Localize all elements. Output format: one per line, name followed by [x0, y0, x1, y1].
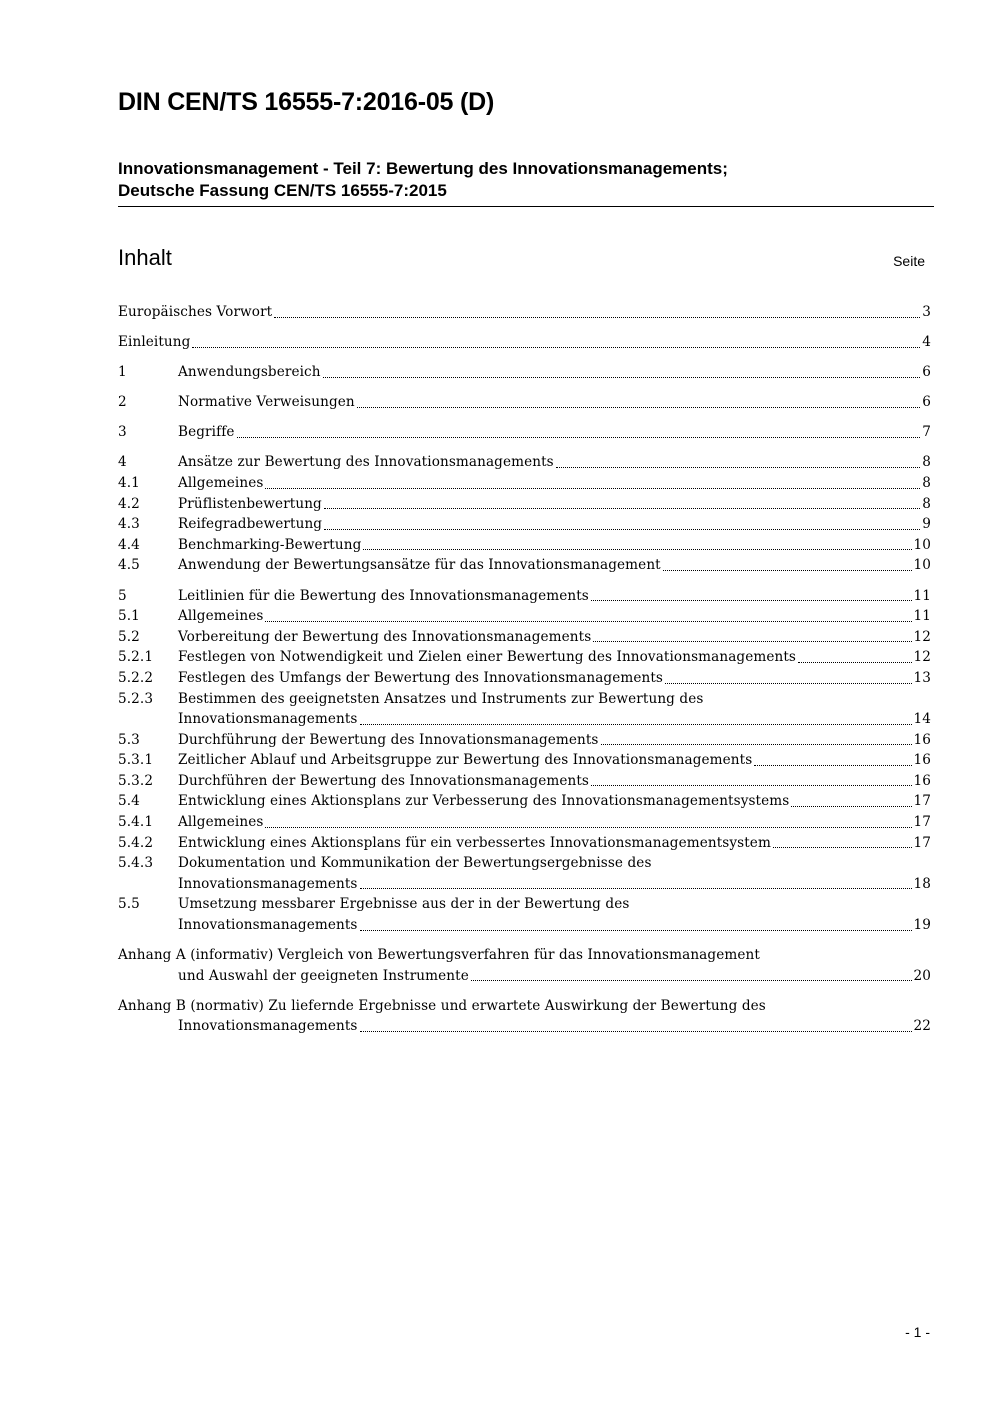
toc-entry[interactable]: [118, 473, 931, 494]
toc-entry-title: Dokumentation und Kommunikation der Bewertungsergebnisse des: [178, 855, 652, 872]
toc-entry-page: 12: [913, 628, 931, 645]
toc-entry[interactable]: [118, 945, 931, 966]
toc-entry-page: 17: [913, 834, 931, 851]
page-number: - 1 -: [905, 1324, 930, 1340]
toc-entry[interactable]: [118, 627, 931, 648]
toc-entry-line: [118, 945, 931, 966]
toc-entry[interactable]: [118, 494, 931, 515]
toc-entry-title: Vorbereitung der Bewertung des Innovationsmanagements: [178, 628, 592, 645]
toc-entry-number: 4.2: [118, 495, 140, 512]
toc-entry-page: 3: [922, 304, 931, 320]
toc-entry[interactable]: [118, 812, 931, 833]
toc-entry-number: 5.2.2: [118, 669, 154, 686]
table-of-contents: [118, 302, 931, 1037]
toc-entry-line: [178, 689, 931, 710]
toc-entry-page: 8: [922, 475, 931, 492]
toc-entry-number: 5: [118, 587, 127, 604]
toc-entry-line: [178, 647, 931, 668]
toc-entry[interactable]: [118, 833, 931, 854]
subtitle-line-2: Deutsche Fassung CEN/TS 16555-7:2015: [118, 181, 447, 200]
subtitle-line-1: Innovationsmanagement - Teil 7: Bewertung des Innovationsmanagements;: [118, 159, 728, 178]
toc-entry-page: 6: [922, 394, 931, 411]
toc-entry-title-continued: Innovationsmanagements: [178, 711, 358, 728]
toc-entry-title: Ansätze zur Bewertung des Innovationsmanagements: [178, 454, 554, 471]
toc-entry-title: Festlegen des Umfangs der Bewertung des Innovationsmanagements: [178, 669, 663, 686]
toc-leader-dots: [324, 528, 920, 530]
toc-leader-dots: [556, 466, 921, 468]
toc-entry-line: [178, 915, 931, 936]
toc-entry[interactable]: [118, 332, 931, 353]
toc-entry-page: 11: [913, 608, 931, 625]
toc-entry-page: 17: [913, 814, 931, 831]
toc-entry-number: 3: [118, 424, 127, 441]
toc-entry-line: [178, 627, 931, 648]
toc-entry-title: Durchführung der Bewertung des Innovationsmanagements: [178, 731, 599, 748]
toc-entry-line: [118, 996, 931, 1017]
toc-entry[interactable]: [118, 894, 931, 915]
toc-leader-dots: [265, 620, 911, 622]
toc-entry-number: 2: [118, 394, 127, 411]
toc-entry-line: [178, 362, 931, 383]
toc-entry-page: 8: [922, 454, 931, 471]
toc-entry-page: 9: [922, 516, 931, 533]
toc-entry-page: 19: [913, 917, 931, 934]
toc-leader-dots: [265, 826, 911, 828]
toc-entry-title: Prüflistenbewertung: [178, 495, 322, 512]
toc-entry[interactable]: [118, 555, 931, 576]
toc-leader-dots: [754, 764, 911, 766]
toc-entry-line: [178, 966, 931, 987]
toc-entry-number: 5.2.1: [118, 649, 154, 666]
toc-entry-line: [178, 750, 931, 771]
toc-entry-page: 10: [913, 557, 931, 574]
toc-entry-title-continued: Innovationsmanagements: [178, 875, 358, 892]
toc-entry-page: 20: [913, 967, 931, 984]
toc-entry-title-continued: Innovationsmanagements: [178, 1018, 358, 1035]
toc-leader-dots: [360, 929, 912, 931]
toc-entry-number: 4.5: [118, 557, 140, 574]
toc-entry-title: Bestimmen des geeignetsten Ansatzes und Instruments zur Bewertung des: [178, 690, 704, 707]
toc-entry-line: [178, 514, 931, 535]
toc-entry-title: Allgemeines: [178, 608, 264, 625]
toc-entry-line: [178, 606, 931, 627]
toc-entry-page: 16: [913, 731, 931, 748]
toc-entry-line: [178, 586, 931, 607]
toc-leader-dots: [323, 376, 921, 378]
toc-entry-line: [178, 473, 931, 494]
toc-entry-line: [178, 555, 931, 576]
toc-entry[interactable]: [118, 668, 931, 689]
toc-entry-number: 4.3: [118, 516, 140, 533]
toc-entry-line: [178, 833, 931, 854]
toc-leader-dots: [363, 548, 911, 550]
toc-leader-dots: [593, 640, 911, 642]
toc-leader-dots: [237, 436, 921, 438]
toc-entry-title: Allgemeines: [178, 475, 264, 492]
toc-entry-title: Normative Verweisungen: [178, 394, 355, 411]
toc-entry-title: Festlegen von Notwendigkeit und Zielen einer Bewertung des Innovationsmanagements: [178, 649, 796, 666]
toc-entry[interactable]: [118, 730, 931, 751]
toc-entry[interactable]: [118, 606, 931, 627]
toc-entry-title: Anhang B (normativ) Zu liefernde Ergebnisse und erwartete Auswirkung der Bewertung des: [118, 997, 766, 1014]
toc-entry-number: 5.4.1: [118, 814, 154, 831]
toc-entry-continuation[interactable]: [118, 1016, 931, 1037]
toc-entry-page: 13: [913, 669, 931, 686]
toc-entry[interactable]: [118, 535, 931, 556]
toc-entry[interactable]: [118, 771, 931, 792]
toc-entry-line: [178, 494, 931, 515]
toc-entry-line: [178, 1016, 931, 1037]
toc-entry-number: 5.3: [118, 731, 140, 748]
toc-entry-page: 10: [913, 536, 931, 553]
toc-entry-number: 5.5: [118, 896, 140, 913]
toc-entry[interactable]: [118, 422, 931, 443]
toc-entry-number: 1: [118, 364, 127, 381]
toc-entry-line: [178, 874, 931, 895]
toc-entry-line: [118, 302, 931, 323]
toc-entry-title: Allgemeines: [178, 814, 264, 831]
toc-entry-line: [178, 853, 931, 874]
toc-entry-title: Europäisches Vorwort: [118, 304, 273, 320]
toc-entry[interactable]: [118, 586, 931, 607]
toc-leader-dots: [798, 661, 912, 663]
toc-page-label: Seite: [893, 253, 925, 269]
toc-entry[interactable]: [118, 452, 931, 473]
toc-entry-title: Umsetzung messbarer Ergebnisse aus der in der Bewertung des: [178, 896, 630, 913]
toc-entry-line: [178, 535, 931, 556]
toc-entry-page: 17: [913, 793, 931, 810]
toc-leader-dots: [663, 569, 912, 571]
toc-entry-continuation[interactable]: [118, 874, 931, 895]
toc-leader-dots: [274, 316, 920, 318]
toc-leader-dots: [360, 723, 912, 725]
toc-entry-title: Zeitlicher Ablauf und Arbeitsgruppe zur Bewertung des Innovationsmanagements: [178, 752, 753, 769]
toc-entry-title: Anwendung der Bewertungsansätze für das Innovationsmanagement: [178, 557, 661, 574]
toc-entry-number: 5.3.1: [118, 752, 154, 769]
toc-entry-line: [178, 730, 931, 751]
toc-leader-dots: [324, 507, 920, 509]
toc-entry-title: Entwicklung eines Aktionsplans für ein verbessertes Innovationsmanagementsystem: [178, 834, 771, 851]
toc-entry-page: 16: [913, 752, 931, 769]
toc-entry-title: Anwendungsbereich: [178, 364, 321, 381]
toc-entry-page: 12: [913, 649, 931, 666]
toc-leader-dots: [591, 784, 911, 786]
toc-entry[interactable]: [118, 514, 931, 535]
toc-leader-dots: [601, 743, 912, 745]
toc-entry-continuation[interactable]: [118, 966, 931, 987]
toc-entry-title: Entwicklung eines Aktionsplans zur Verbesserung des Innovationsmanagementsystems: [178, 793, 790, 810]
toc-entry[interactable]: [118, 996, 931, 1017]
toc-entry-number: 5.2.3: [118, 690, 154, 707]
toc-leader-dots: [471, 979, 912, 981]
toc-entry-line: [178, 392, 931, 413]
toc-entry-page: 6: [922, 364, 931, 381]
toc-leader-dots: [591, 599, 912, 601]
toc-entry-number: 5.2: [118, 628, 140, 645]
toc-entry-number: 5.4.3: [118, 855, 154, 872]
toc-entry[interactable]: [118, 362, 931, 383]
toc-entry-line: [178, 668, 931, 689]
toc-entry-title: Durchführen der Bewertung des Innovationsmanagements: [178, 772, 590, 789]
toc-entry-page: 11: [913, 587, 931, 604]
toc-entry-line: [178, 422, 931, 443]
toc-entry-page: 18: [913, 875, 931, 892]
toc-entry-page: 4: [922, 334, 931, 351]
toc-entry-number: 4.1: [118, 475, 140, 492]
toc-entry-title-continued: Innovationsmanagements: [178, 917, 358, 934]
toc-leader-dots: [665, 682, 912, 684]
toc-leader-dots: [773, 846, 912, 848]
toc-entry-number: 5.4.2: [118, 834, 154, 851]
document-subtitle: [118, 158, 934, 207]
toc-leader-dots: [265, 487, 920, 489]
toc-entry-number: 4.4: [118, 536, 140, 553]
toc-entry-title: Reifegradbewertung: [178, 516, 323, 533]
toc-entry-line: [178, 894, 931, 915]
toc-entry[interactable]: [118, 647, 931, 668]
toc-entry-continuation[interactable]: [118, 915, 931, 936]
toc-entry-line: [118, 332, 931, 353]
toc-entry-number: 5.3.2: [118, 772, 154, 789]
toc-entry-line: [178, 812, 931, 833]
toc-leader-dots: [360, 887, 912, 889]
toc-heading: Inhalt: [118, 245, 172, 270]
toc-entry-number: 5.4: [118, 793, 140, 810]
toc-entry[interactable]: [118, 853, 931, 874]
toc-entry[interactable]: [118, 302, 931, 323]
toc-entry-page: 14: [913, 711, 931, 728]
toc-entry[interactable]: [118, 791, 931, 812]
toc-entry-page: 7: [922, 424, 931, 441]
toc-entry-page: 16: [913, 772, 931, 789]
toc-leader-dots: [192, 346, 920, 348]
toc-entry[interactable]: [118, 689, 931, 710]
toc-entry-page: 22: [913, 1018, 931, 1035]
toc-entry[interactable]: [118, 392, 931, 413]
toc-entry-line: [178, 771, 931, 792]
toc-entry-continuation[interactable]: [118, 709, 931, 730]
toc-leader-dots: [357, 406, 920, 408]
toc-entry-page: 8: [922, 495, 931, 512]
toc-leader-dots: [360, 1030, 912, 1032]
toc-entry-line: [178, 791, 931, 812]
toc-entry-title: Begriffe: [178, 424, 235, 441]
toc-leader-dots: [791, 805, 911, 807]
toc-entry-title-continued: und Auswahl der geeigneten Instrumente: [178, 967, 469, 984]
toc-entry-line: [178, 709, 931, 730]
toc-entry-title: Benchmarking-Bewertung: [178, 536, 362, 553]
toc-entry-title: Leitlinien für die Bewertung des Innovationsmanagements: [178, 587, 589, 604]
toc-entry-title: Einleitung: [118, 334, 191, 351]
toc-entry-title: Anhang A (informativ) Vergleich von Bewertungsverfahren für das Innovationsmanagement: [118, 947, 760, 964]
toc-entry-number: 4: [118, 454, 127, 471]
toc-entry-line: [178, 452, 931, 473]
toc-entry[interactable]: [118, 750, 931, 771]
document-title: DIN CEN/TS 16555-7:2016-05 (D): [118, 88, 495, 116]
toc-entry-number: 5.1: [118, 608, 140, 625]
